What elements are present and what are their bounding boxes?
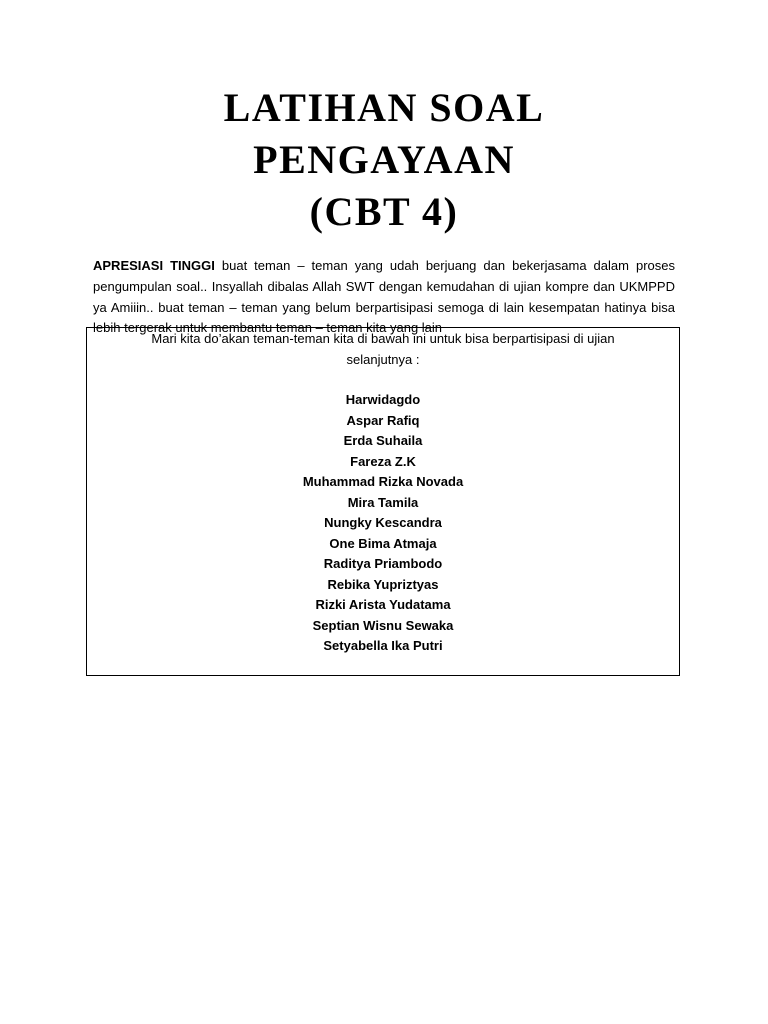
list-item: One Bima Atmaja bbox=[329, 535, 437, 551]
list-item: Setyabella Ika Putri bbox=[323, 638, 443, 653]
list-item: Fareza Z.K bbox=[350, 453, 416, 469]
box-lead-text: Mari kita do’akan teman-teman kita di bawah ini untuk bisa berpartisipasi di ujian selanjutnya : bbox=[151, 331, 615, 367]
list-item: Raditya Priambodo bbox=[323, 556, 443, 571]
list-item: Muhammad Rizka Novada bbox=[302, 474, 464, 489]
list-item: Harwidagdo bbox=[345, 392, 421, 407]
list-item: Aspar Rafiq bbox=[346, 412, 420, 428]
list-item: Septian Wisnu Sewaka bbox=[312, 617, 454, 633]
title-line-2: PENGAYAAN bbox=[253, 137, 515, 182]
list-item: Nungky Kescandra bbox=[324, 515, 442, 530]
names-box bbox=[86, 327, 680, 676]
title-line-3: (CBT 4) bbox=[309, 189, 459, 234]
names-list bbox=[87, 390, 679, 657]
list-item: Erda Suhaila bbox=[343, 433, 423, 448]
document-title bbox=[0, 82, 768, 238]
title-line-1: LATIHAN SOAL bbox=[223, 85, 545, 130]
list-item: Rizki Arista Yudatama bbox=[315, 597, 451, 612]
intro-text: buat teman – teman yang udah berjuang dan bekerjasama dalam proses pengumpulan soal.. Insyallah dibalas Allah SWT dengan kemudahan di ujian kompre dan UKMPPD ya Amiiin.. buat teman – teman yang belum berpartisipasi semoga di lain kesempatan hatinya bisa lebih tergerak untuk membantu teman – teman kita yang lain bbox=[93, 258, 675, 336]
intro-bold-lead: APRESIASI TINGGI bbox=[93, 258, 215, 273]
list-item: Mira Tamila bbox=[347, 494, 419, 510]
list-item: Rebika Yupriztyas bbox=[327, 576, 439, 592]
